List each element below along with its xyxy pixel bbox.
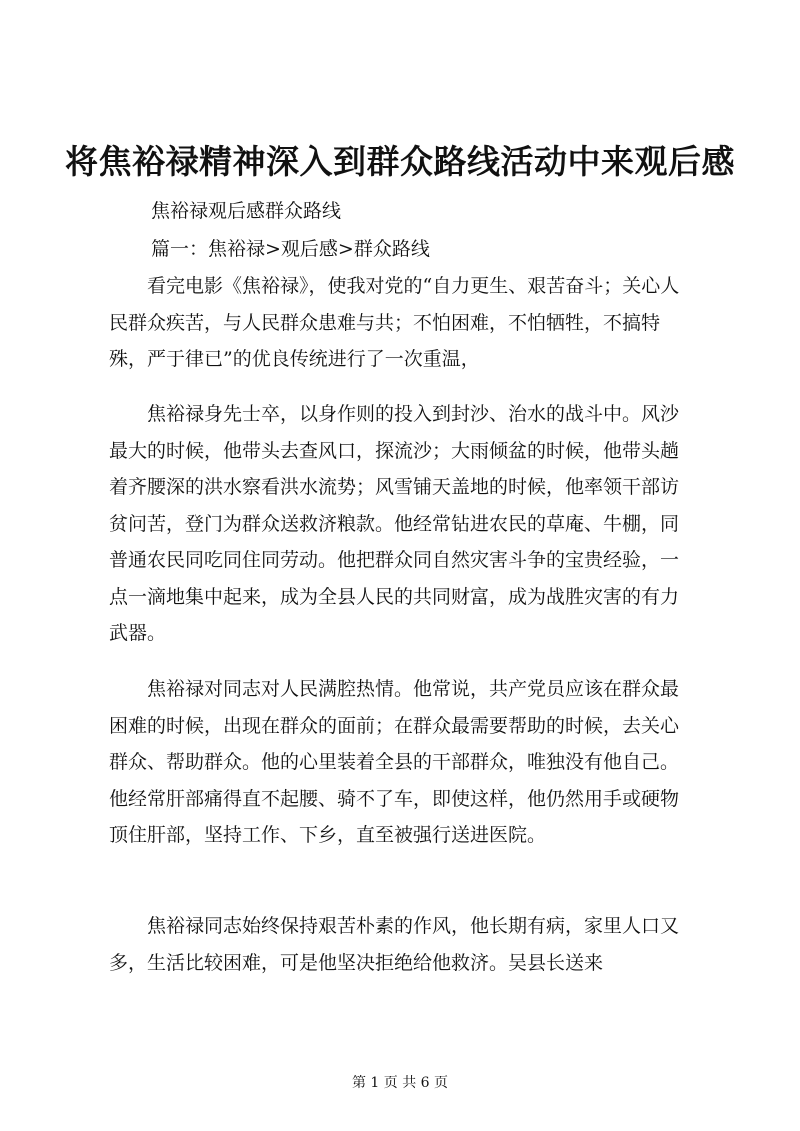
paragraph-text: 看完电影《焦裕禄》，使我对党的“自力更生、艰苦奋斗；关心人民群众疾苦，与人民群众患难与共；不怕困难，不怕牺牲，不搞特殊，严于律已”的优良传统进行了一次重温， bbox=[109, 275, 680, 370]
chapter-heading: 篇一：焦裕禄>观后感>群众路线 bbox=[151, 238, 430, 260]
paragraph-text: 焦裕禄对同志对人民满腔热情。他常说，共产党员应该在群众最困难的时候，出现在群众的面前；在群众最需要帮助的时候，去关心群众、帮助群众。他的心里装着全县的干部群众，唯独没有他自己。他经常肝部痛得直不起腰、骑不了车，即使这样，他仍然用手或硬物顶住肝部，坚持工作、下乡，直至被强行送进医院。 bbox=[109, 678, 680, 846]
body-paragraph-1 bbox=[109, 268, 694, 378]
document-subtitle: 焦裕禄观后感群众路线 bbox=[151, 200, 342, 222]
paragraph-text: 焦裕禄同志始终保持艰苦朴素的作风，他长期有病，家里人口又多，生活比较困难，可是他坚决拒绝给他救济。吴县长送来 bbox=[109, 915, 680, 974]
paragraph-text: 焦裕禄身先士卒，以身作则的投入到封沙、治水的战斗中。风沙最大的时候，他带头去查风口，探流沙；大雨倾盆的时候，他带头趟着齐腰深的洪水察看洪水流势；风雪铺天盖地的时候，他率领干部访贫问苦，登门为群众送救济粮款。他经常钻进农民的草庵、牛棚，同普通农民同吃同住同劳动。他把群众同自然灾害斗争的宝贵经验，一点一滴地集中起来，成为全县人民的共同财富，成为战胜灾害的有力武器。 bbox=[109, 403, 680, 644]
body-paragraph-2 bbox=[109, 396, 694, 652]
page-number: 第 1 页 共 6 页 bbox=[351, 1075, 449, 1091]
body-paragraph-3 bbox=[109, 671, 694, 854]
body-paragraph-4 bbox=[109, 908, 694, 981]
document-title: 将焦裕禄精神深入到群众路线活动中来观后感 bbox=[65, 142, 735, 181]
